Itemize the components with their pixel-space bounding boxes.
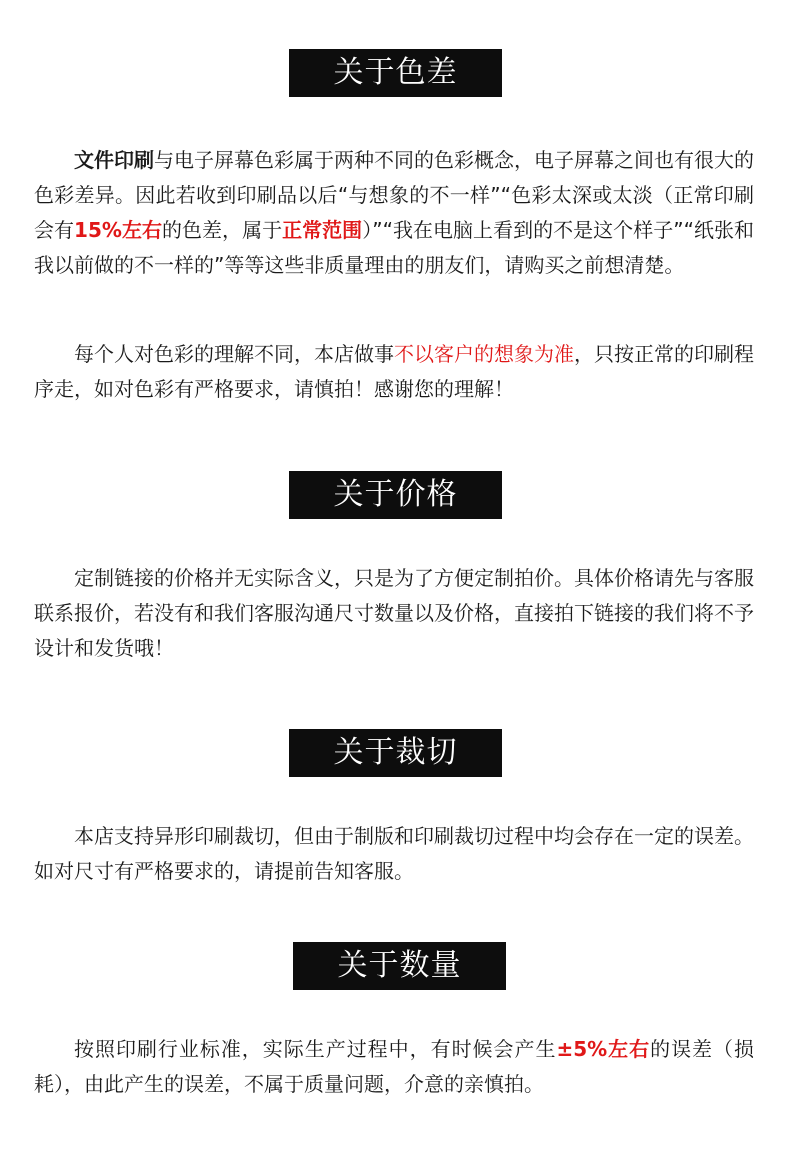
price-paragraph: 定制链接的价格并无实际含义，只是为了方便定制拍价。具体价格请先与客服联系报价，若没有和我们客服沟通尺寸数量以及价格，直接拍下链接的我们将不予设计和发货哦！ <box>34 566 754 660</box>
text-segment: 的色差，属于 <box>161 218 283 242</box>
quantity-paragraph <box>34 1032 754 1102</box>
highlight-15-percent: 15%左右 <box>74 218 162 242</box>
text-segment: 与电子屏幕色彩属于两种不同的色彩概念，电子屏幕之间也有很大的色彩差异。因此若收到印刷品以后“与想象的不一样”“色彩太深或太淡（正常印刷会有 <box>34 148 754 242</box>
color-difference-paragraph-1 <box>34 143 754 283</box>
text-segment: 的误差（损耗），由此产生的误差，不属于质量问题，介意的亲慎拍。 <box>34 1037 755 1096</box>
file-printing-lead: 文件印刷 <box>74 148 154 172</box>
text-segment: 按照印刷行业标准，实际生产过程中，有时候会产生 <box>74 1037 557 1061</box>
section-title-quantity: 关于数量 <box>293 942 506 990</box>
section-title-color-difference: 关于色差 <box>289 49 502 97</box>
text-segment: ，只按正常的印刷程序走，如对色彩有严格要求，请慎拍！感谢您的理解！ <box>34 342 754 401</box>
section-title-price: 关于价格 <box>289 471 502 519</box>
cutting-paragraph: 本店支持异形印刷裁切，但由于制版和印刷裁切过程中均会存在一定的误差。如对尺寸有严格要求的，请提前告知客服。 <box>34 824 754 883</box>
text-segment: ）”“我在电脑上看到的不是这个样子”“纸张和我以前做的不一样的”等等这些非质量理由的朋友们，请购买之前想清楚。 <box>34 218 755 277</box>
color-difference-paragraph-2 <box>34 337 754 407</box>
text-segment: 每个人对色彩的理解不同，本店做事 <box>74 342 394 366</box>
section-title-cutting: 关于裁切 <box>289 729 502 777</box>
highlight-not-customer-imagination: 不以客户的想象为准 <box>394 342 574 366</box>
highlight-normal-range: 正常范围 <box>282 218 363 242</box>
highlight-plus-minus-5-percent: ±5%左右 <box>556 1037 651 1061</box>
